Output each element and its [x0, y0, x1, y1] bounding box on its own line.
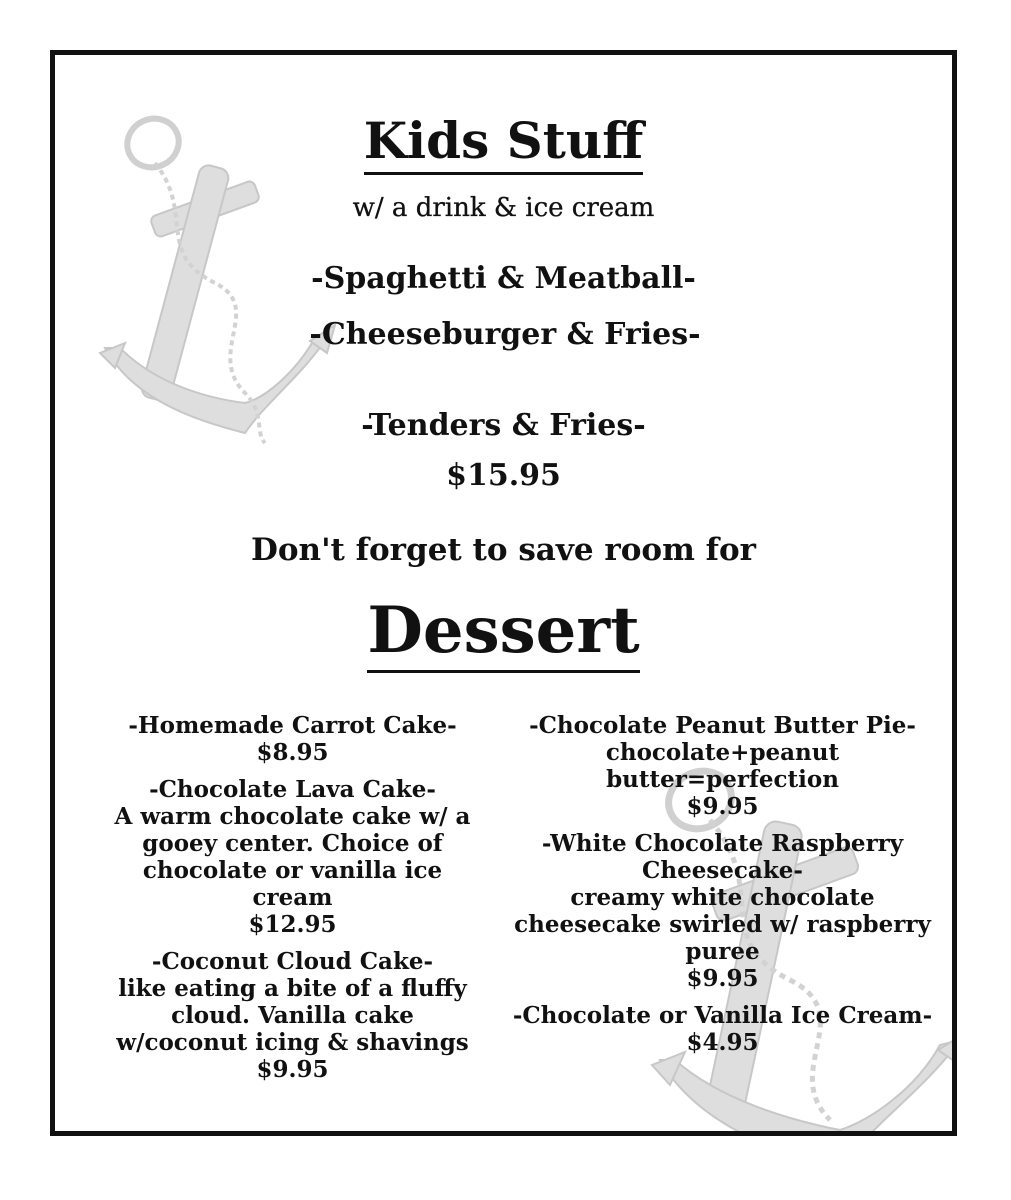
dessert-item-description: chocolate+peanut butter=perfection [605, 739, 840, 793]
dessert-item-description: like eating a bite of a fluffy cloud. Vanilla cake w/coconut icing & shavings [116, 975, 469, 1056]
kids-subtitle: w/ a drink & ice cream [352, 193, 655, 223]
dessert-item-description: creamy white chocolate cheesecake swirled w/ raspberry puree [514, 884, 931, 965]
dessert-item-price: $9.95 [686, 965, 759, 992]
dessert-item-price: $9.95 [256, 1056, 329, 1083]
kids-item: -Tenders & Fries- [361, 408, 646, 443]
kids-item: -Cheeseburger & Fries- [309, 317, 701, 352]
dessert-item-name: -Chocolate or Vanilla Ice Cream- [512, 1002, 933, 1029]
dessert-item-price: $4.95 [686, 1029, 759, 1056]
dessert-item [110, 948, 475, 1083]
kids-section-title: Kids Stuff [55, 111, 952, 171]
dessert-item [500, 830, 945, 992]
dessert-reminder: Don't forget to save room for [250, 532, 757, 568]
menu-border [50, 50, 957, 1136]
dessert-item-price: $8.95 [256, 739, 329, 766]
dessert-item-price: $12.95 [248, 911, 337, 938]
dessert-item [500, 712, 945, 820]
dessert-item-name: -Coconut Cloud Cake- [151, 948, 434, 975]
kids-price: $15.95 [446, 458, 561, 493]
dessert-item [110, 712, 475, 766]
dessert-left-column [110, 712, 475, 1093]
kids-item: -Spaghetti & Meatball- [311, 261, 696, 296]
dessert-section-title: Dessert [55, 593, 952, 669]
dessert-item-name: -Homemade Carrot Cake- [128, 712, 457, 739]
dessert-item-name: -White Chocolate Raspberry Cheesecake- [541, 830, 904, 884]
dessert-item-name: -Chocolate Peanut Butter Pie- [529, 712, 916, 739]
dessert-item [110, 776, 475, 938]
dessert-right-column [500, 712, 945, 1066]
dessert-item-name: -Chocolate Lava Cake- [149, 776, 436, 803]
dessert-item [500, 1002, 945, 1056]
dessert-item-description: A warm chocolate cake w/ a gooey center. Choice of chocolate or vanilla ice cream [114, 803, 471, 911]
dessert-item-price: $9.95 [686, 793, 759, 820]
